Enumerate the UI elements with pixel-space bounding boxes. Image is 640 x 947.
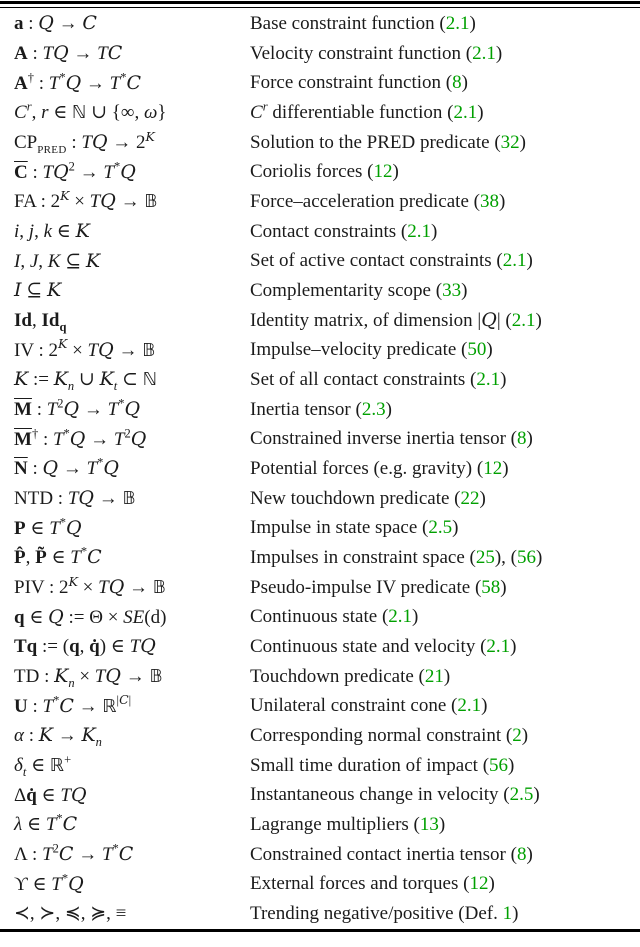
table-row bbox=[0, 276, 640, 306]
description-cell: Impulse in state space (2.5) bbox=[250, 517, 459, 539]
table-row bbox=[0, 217, 640, 247]
symbol-cell: Λ : $T^2C \to T^*C$ bbox=[14, 841, 134, 866]
notation-table bbox=[0, 8, 640, 929]
description-cell: Unilateral constraint cone (2.1) bbox=[250, 695, 488, 717]
reference-link[interactable]: 2.1 bbox=[511, 310, 536, 332]
reference-link[interactable]: 12 bbox=[483, 457, 503, 479]
description-cell: Continuous state (2.1) bbox=[250, 606, 419, 628]
reference-link[interactable]: 25 bbox=[475, 546, 495, 568]
table-row bbox=[0, 513, 640, 543]
reference-link[interactable]: 58 bbox=[481, 576, 501, 598]
description-cell: Force constraint function (8) bbox=[250, 72, 468, 94]
reference-link[interactable]: 2.1 bbox=[407, 220, 431, 242]
table-row bbox=[0, 869, 640, 899]
table-row bbox=[0, 39, 640, 69]
reference-link[interactable]: 2.5 bbox=[509, 784, 534, 806]
description-cell: Impulse–velocity predicate (50) bbox=[250, 339, 493, 361]
symbol-cell: Id, $Id_q$ bbox=[14, 309, 67, 334]
table-row bbox=[0, 306, 640, 336]
bottom-rule bbox=[0, 929, 640, 932]
description-cell: Impulses in constraint space (25), (56) bbox=[250, 546, 543, 568]
reference-link[interactable]: 8 bbox=[516, 428, 527, 450]
table-row bbox=[0, 543, 640, 573]
symbol-cell: $\delta_t$ ∈ ℝ+ bbox=[14, 752, 72, 779]
table-row bbox=[0, 395, 640, 425]
reference-link[interactable]: 33 bbox=[442, 279, 462, 301]
table-row bbox=[0, 187, 640, 217]
symbol-cell: IV : $2^K$ × TQ → 𝔹 bbox=[14, 336, 156, 361]
table-row bbox=[0, 573, 640, 603]
description-cell: Set of active contact constraints (2.1) bbox=[250, 250, 533, 272]
reference-link[interactable]: 2 bbox=[512, 724, 522, 746]
table-row bbox=[0, 840, 640, 870]
symbol-cell: NTD : TQ → 𝔹 bbox=[14, 487, 136, 510]
symbol-cell: $\overline{M}$ : $T^2Q \to T^*Q$ bbox=[14, 396, 141, 421]
symbol-cell: $\overline{N}$ : Q → T*Q bbox=[14, 456, 119, 480]
reference-link[interactable]: 50 bbox=[467, 339, 487, 361]
reference-link[interactable]: 2.1 bbox=[457, 695, 482, 717]
table-row bbox=[0, 98, 640, 128]
symbol-cell: P ∈ T*Q bbox=[14, 515, 82, 539]
description-cell: Set of all contact constraints (2.1) bbox=[250, 368, 507, 390]
description-cell: Pseudo-impulse IV predicate (58) bbox=[250, 576, 507, 598]
table-row bbox=[0, 780, 640, 810]
reference-link[interactable]: 32 bbox=[500, 131, 520, 153]
symbol-cell: FA : $2^K$ × TQ → 𝔹 bbox=[14, 188, 158, 213]
table-row bbox=[0, 899, 640, 929]
description-cell: Touchdown predicate (21) bbox=[250, 665, 451, 687]
description-cell: Force–acceleration predicate (38) bbox=[250, 190, 506, 212]
symbol-cell: P̂, P̃ ∈ T*C bbox=[14, 545, 102, 569]
description-cell: Continuous state and velocity (2.1) bbox=[250, 635, 517, 657]
symbol-cell: ≺, ≻, ≼, ≽, ≡ bbox=[14, 903, 127, 925]
table-row bbox=[0, 68, 640, 98]
symbol-cell: $\overline{C}$ : $TQ^2 \to T^*Q$ bbox=[14, 159, 136, 183]
reference-link[interactable]: 1 bbox=[502, 902, 513, 924]
description-cell: Lagrange multipliers (13) bbox=[250, 813, 446, 835]
table-row bbox=[0, 424, 640, 454]
table-row bbox=[0, 632, 640, 662]
symbol-cell: $C^r$, r ∈ ℕ ∪ {∞, ω} bbox=[14, 100, 167, 124]
symbol-cell: K := $K_n$ ∪ $K_t$ ⊂ ℕ bbox=[14, 368, 157, 394]
reference-link[interactable]: 2.3 bbox=[361, 398, 386, 420]
description-cell: Inertia tensor (2.3) bbox=[250, 398, 392, 420]
table-row bbox=[0, 662, 640, 692]
symbol-cell: A† : T*Q → T*C bbox=[14, 70, 142, 94]
description-cell: Constrained inverse inertia tensor (8) bbox=[250, 428, 533, 450]
reference-link[interactable]: 8 bbox=[452, 72, 462, 94]
description-cell: Contact constraints (2.1) bbox=[250, 220, 438, 242]
symbol-cell: Δq̇ ∈ TQ bbox=[14, 783, 87, 806]
description-cell: Small time duration of impact (56) bbox=[250, 754, 515, 776]
description-cell: Solution to the PRED predicate (32) bbox=[250, 131, 526, 153]
description-cell: Coriolis forces (12) bbox=[250, 161, 399, 183]
table-row bbox=[0, 246, 640, 276]
reference-link[interactable]: 2.1 bbox=[445, 12, 470, 34]
table-row bbox=[0, 454, 640, 484]
symbol-cell: $CP_{PRED}$ : TQ → $2^K$ bbox=[14, 128, 155, 156]
symbol-cell: PIV : $2^K$ × TQ → 𝔹 bbox=[14, 573, 166, 599]
description-cell: Complementarity scope (33) bbox=[250, 279, 468, 301]
symbol-cell: i, j, k ∈ K bbox=[14, 220, 90, 243]
description-cell: Base constraint function (2.1) bbox=[250, 12, 476, 34]
symbol-cell: TD : $K_n$ × TQ → 𝔹 bbox=[14, 665, 163, 690]
reference-link[interactable]: 2.1 bbox=[388, 606, 413, 628]
table-row bbox=[0, 335, 640, 365]
symbol-cell: U : T*C → ℝ$^{|C|}$ bbox=[14, 692, 132, 717]
reference-link[interactable]: 12 bbox=[373, 161, 393, 183]
symbol-cell: λ ∈ T*C bbox=[14, 812, 78, 836]
reference-link[interactable]: 2.1 bbox=[476, 368, 501, 390]
symbol-cell: I ⊆ K bbox=[14, 279, 62, 302]
description-cell: $C^r$ differentiable function (2.1) bbox=[250, 99, 484, 123]
reference-link[interactable]: 8 bbox=[516, 843, 527, 865]
description-cell: Instantaneous change in velocity (2.5) bbox=[250, 784, 540, 806]
reference-link[interactable]: 2.1 bbox=[453, 101, 478, 123]
reference-link[interactable]: 56 bbox=[517, 546, 536, 568]
description-cell: Trending negative/positive (Def. 1) bbox=[250, 902, 519, 924]
description-cell: Corresponding normal constraint (2) bbox=[250, 724, 529, 746]
table-row bbox=[0, 365, 640, 395]
symbol-cell: $\overline{M}^\dagger$ : $T^*Q \to T^2Q$ bbox=[14, 426, 147, 450]
symbol-cell: a : Q → C bbox=[14, 12, 97, 35]
symbol-cell: α : $K \to K_n$ bbox=[14, 724, 102, 750]
reference-link[interactable]: 2.5 bbox=[428, 517, 453, 539]
table-row bbox=[0, 602, 640, 632]
reference-link[interactable]: 2.1 bbox=[486, 635, 511, 657]
symbol-cell: q ∈ Q := Θ × SE(d) bbox=[14, 605, 167, 628]
description-cell: External forces and torques (12) bbox=[250, 873, 495, 895]
table-row bbox=[0, 484, 640, 514]
symbol-cell: ϒ ∈ T*Q bbox=[14, 871, 84, 895]
reference-link[interactable]: 2.1 bbox=[502, 250, 527, 272]
table-row bbox=[0, 721, 640, 751]
table-row bbox=[0, 157, 640, 187]
table-row bbox=[0, 9, 640, 39]
description-cell: Identity matrix, of dimension |Q| (2.1) bbox=[250, 309, 542, 332]
description-cell: Potential forces (e.g. gravity) (12) bbox=[250, 457, 509, 479]
description-cell: New touchdown predicate (22) bbox=[250, 487, 486, 509]
reference-link[interactable]: 13 bbox=[419, 813, 439, 835]
table-row bbox=[0, 751, 640, 781]
reference-link[interactable]: 21 bbox=[424, 665, 444, 687]
table-row bbox=[0, 810, 640, 840]
table-row bbox=[0, 691, 640, 721]
reference-link[interactable]: 22 bbox=[460, 487, 480, 509]
symbol-cell: I, J, K ⊆ K bbox=[14, 249, 101, 272]
description-cell: Constrained contact inertia tensor (8) bbox=[250, 843, 533, 865]
reference-link[interactable]: 2.1 bbox=[472, 42, 496, 64]
reference-link[interactable]: 38 bbox=[479, 190, 499, 212]
table-row bbox=[0, 128, 640, 158]
reference-link[interactable]: 56 bbox=[489, 754, 509, 776]
symbol-cell: Tq := (q, q̇) ∈ TQ bbox=[14, 635, 156, 658]
description-cell: Velocity constraint function (2.1) bbox=[250, 42, 503, 64]
symbol-cell: A : TQ → TC bbox=[14, 42, 123, 64]
reference-link[interactable]: 12 bbox=[469, 873, 489, 895]
